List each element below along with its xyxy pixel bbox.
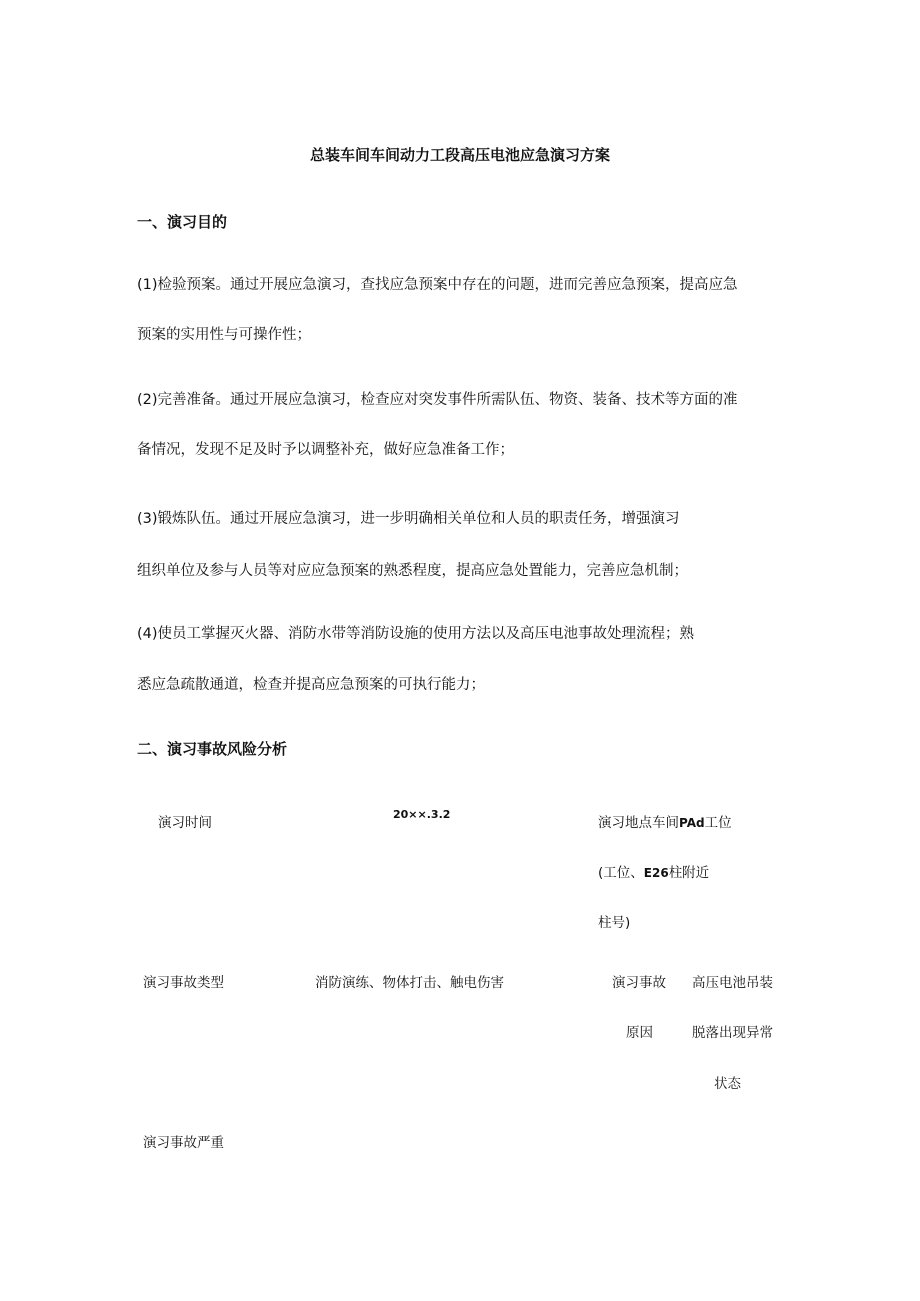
purpose-item-2-line-1: (2)完善准备。通过开展应急演习，检查应对突发事件所需队伍、物资、装备、技术等方面的准 <box>137 392 738 408</box>
purpose-item-2-line-2: 备情况，发现不足及时予以调整补充，做好应急准备工作； <box>137 442 514 458</box>
purpose-item-1-line-2: 预案的实用性与可操作性； <box>137 327 311 343</box>
purpose-item-3-line-1: (3)锻炼队伍。通过开展应急演习，进一步明确相关单位和人员的职责任务，增强演习 <box>137 511 680 527</box>
purpose-item-1-line-1: (1)检验预案。通过开展应急演习，查找应急预案中存在的问题，进而完善应急预案，提高应急 <box>137 277 738 293</box>
accident-cause-label-line-2: 原因 <box>626 1025 653 1041</box>
accident-severity-label: 演习事故严重 <box>143 1135 224 1151</box>
document-title: 总装车间车间动力工段高压电池应急演习方案 <box>309 146 610 164</box>
drill-time-value: 20××.3.2 <box>393 808 451 821</box>
accident-type-value: 消防演练、物体打击、触电伤害 <box>315 975 504 991</box>
section-heading-purpose: 一、演习目的 <box>137 213 228 231</box>
section-heading-risk-analysis: 二、演习事故风险分析 <box>137 740 288 758</box>
purpose-item-3-line-2: 组织单位及参与人员等对应应急预案的熟悉程度，提高应急处置能力，完善应急机制； <box>137 563 688 579</box>
accident-type-label: 演习事故类型 <box>143 975 224 991</box>
drill-location-line-2: (工位、E26柱附近 <box>598 865 710 881</box>
accident-cause-value-line-2: 脱落出现异常 <box>692 1025 773 1041</box>
accident-cause-value-line-3: 状态 <box>714 1076 741 1092</box>
drill-location-line-3: 柱号) <box>598 915 631 931</box>
drill-location-line-1: 演习地点车间PAd工位 <box>598 815 732 831</box>
drill-time-label: 演习时间 <box>158 815 212 831</box>
accident-cause-value-line-1: 高压电池吊装 <box>692 975 773 991</box>
accident-cause-label-line-1: 演习事故 <box>612 975 666 991</box>
purpose-item-4-line-2: 悉应急疏散通道，检查并提高应急预案的可执行能力； <box>137 677 485 693</box>
purpose-item-4-line-1: (4)使员工掌握灭火器、消防水带等消防设施的使用方法以及高压电池事故处理流程；熟 <box>137 626 695 642</box>
